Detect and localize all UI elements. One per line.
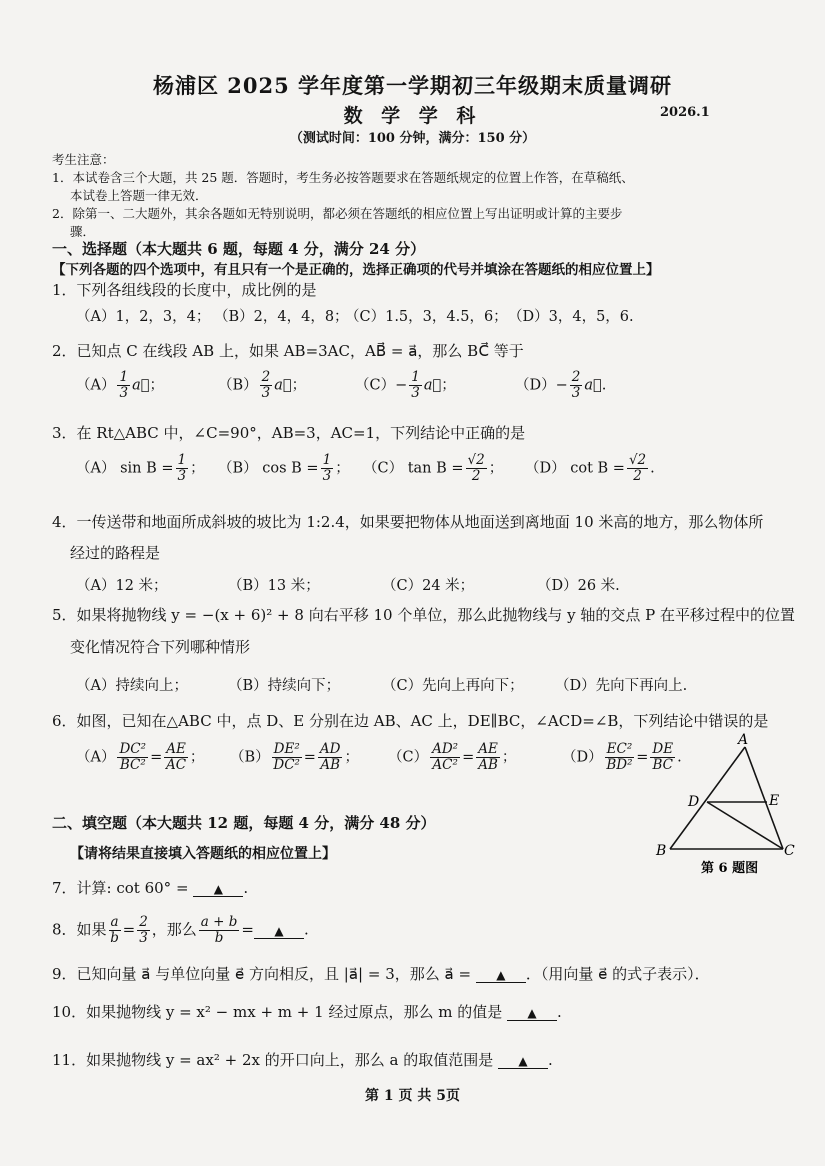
question-2: 2．已知点 C 在线段 AB 上，如果 AB=3AC，AB⃗ = a⃗，那么 BC⃗ 等于 [52, 342, 524, 360]
question-8 [52, 915, 309, 946]
q2-option-b-label: （B） [218, 377, 258, 394]
q3-option-c-label: （C） tan B = [363, 460, 464, 477]
fraction-denominator: 3 [322, 468, 332, 484]
equals-sign: = [636, 749, 649, 766]
separator: ； [501, 749, 517, 766]
fraction-numerator: 2 [139, 914, 148, 930]
q2-option-c-label: （C） [355, 377, 396, 394]
question-9-note: ．（用向量 e⃗ 的式子表示）． [525, 965, 710, 983]
fraction-numerator: AD [319, 741, 341, 757]
label-b: B [656, 843, 667, 859]
section-2-instruction: 【请将结果直接填入答题纸的相应位置上】 [70, 846, 336, 862]
fraction-denominator: b [110, 930, 119, 946]
notice-item-2-cont: 骤． [70, 224, 96, 239]
question-5-cont: 变化情况符合下列哪种情形 [70, 638, 251, 656]
q2-c-fraction [409, 370, 422, 401]
fraction-numerator: DC² [119, 741, 147, 757]
fraction-numerator: 1 [177, 452, 187, 468]
q6-option-b-label: （B） [230, 749, 270, 766]
vector-a: a⃗ [584, 377, 602, 394]
q1-option-c: （C）1.5，3，4.5，6； [345, 309, 508, 325]
notice-item-1: 1．本试卷含三个大题，共 25 题．答题时，考生务必按答题要求在答题纸规定的位置上作答，在草稿纸、 [52, 170, 634, 185]
fraction-numerator: AD² [432, 741, 459, 757]
q6-b-rhs [318, 742, 343, 773]
notice-item-1-cont: 本试卷上答题一律无效． [70, 188, 208, 203]
fraction-numerator: 1 [322, 452, 332, 468]
fraction-numerator: AE [166, 741, 186, 757]
answer-blank: ▲ [193, 882, 243, 897]
q4-option-d: （D）26 米. [537, 578, 620, 594]
fraction-numerator: √2 [628, 452, 647, 468]
question-9-text: 9．已知向量 a⃗ 与单位向量 e⃗ 方向相反，且 |a⃗| = 3，那么 a⃗ = [52, 965, 472, 983]
fraction-denominator: AC [165, 757, 187, 773]
equals-sign: = [122, 920, 136, 939]
q6-option-d-label: （D） [562, 749, 603, 766]
equals-sign: = [241, 920, 254, 939]
section-1-instruction: 【下列各题的四个选项中，有且只有一个是正确的，选择正确项的代号并填涂在答题纸的相应位置上】 [52, 262, 660, 278]
label-e: E [769, 793, 780, 809]
fraction-numerator: 2 [261, 369, 271, 385]
q1-option-a: （A）1，2，3，4； [76, 309, 211, 325]
q3-option-c: （C） tan B = $\frac{√2}{2}$ ； [363, 452, 504, 484]
equals-sign: = [462, 749, 475, 766]
question-11 [52, 1049, 553, 1070]
question-4: 4．一传送带和地面所成斜坡的坡比为 1:2.4，如果要把物体从地面送到离地面 10 米高的地方，那么物体所 [52, 513, 764, 531]
q3-b-fraction [321, 453, 334, 484]
notice-heading: 考生注意： [52, 152, 115, 167]
question-5: 5．如果将抛物线 y = −(x + 6)² + 8 向右平移 10 个单位，那么此抛物线与 y 轴的交点 P 在平移过程中的位置 [52, 606, 795, 624]
q3-option-b: （B） cos B = $\frac{1}{3}$ ； [218, 452, 350, 484]
equals-sign: = [150, 749, 163, 766]
fraction-denominator: 2 [471, 468, 481, 484]
separator: . [243, 879, 249, 897]
q2-b-fraction [260, 370, 273, 401]
q6-c-rhs [476, 742, 500, 773]
separator: . [677, 749, 682, 766]
exam-time: （测试时间：100 分钟，满分：150 分） [289, 131, 536, 146]
q4-option-a: （A）12 米； [76, 578, 168, 594]
label-a: A [738, 732, 749, 748]
label-d: D [688, 794, 700, 810]
question-10 [52, 1001, 562, 1022]
q1-option-d: （D）3，4，5，6. [508, 309, 634, 325]
figure-caption: 第 6 题图 [701, 861, 759, 876]
question-8-text: 8．如果 [52, 920, 107, 939]
vector-a: a⃗ [132, 377, 150, 394]
fraction-denominator: AB [478, 757, 498, 773]
separator: ； [189, 749, 205, 766]
q5-option-c: （C）先向上再向下； [382, 678, 524, 694]
fraction-denominator: BD² [606, 757, 633, 773]
fraction-denominator: 3 [119, 385, 129, 401]
answer-blank: ▲ [476, 968, 526, 983]
fraction-numerator: 1 [119, 369, 129, 385]
answer-blank: ▲ [254, 924, 304, 939]
q6-option-c [388, 742, 516, 773]
fraction-denominator: 3 [139, 930, 148, 946]
q3-option-b-label: （B） cos B = [218, 460, 319, 477]
notice-item-2: 2．除第一、二大题外，其余各题如无特别说明，都必须在答题纸的相应位置上写出证明或计算的主要步 [52, 206, 623, 221]
q6-a-rhs [164, 742, 188, 773]
q5-option-d: （D）先向下再向上. [555, 678, 688, 694]
fraction-denominator: AC² [432, 757, 458, 773]
question-4-cont: 经过的路程是 [70, 544, 161, 562]
fraction-numerator: 1 [411, 369, 420, 385]
fraction-numerator: EC² [606, 741, 633, 757]
fraction-denominator: 3 [411, 385, 420, 401]
q5-option-b: （B）持续向下； [228, 678, 341, 694]
separator: . [548, 1051, 553, 1069]
q3-option-a-label: （A） sin B = [76, 460, 174, 477]
q6-b-lhs [272, 742, 302, 773]
q3-option-d: （D） cot B = $\frac{√2}{2}$ . [525, 452, 655, 484]
q2-d-fraction [570, 370, 583, 401]
fraction-denominator: 3 [177, 468, 187, 484]
fraction-denominator: 2 [633, 468, 642, 484]
q3-a-fraction [176, 453, 189, 484]
edge-ab [670, 747, 745, 849]
q4-option-b: （B）13 米； [228, 578, 320, 594]
q6-option-c-label: （C） [388, 749, 429, 766]
question-3: 3．在 Rt△ABC 中，∠C=90°，AB=3，AC=1，下列结论中正确的是 [52, 424, 526, 442]
question-11-text: 11．如果抛物线 y = ax² + 2x 的开口向上，那么 a 的取值范围是 [52, 1051, 494, 1069]
question-7-text: 7．计算: cot 60° = [52, 879, 189, 897]
q2-a-fraction [117, 370, 130, 401]
triangle-figure [648, 732, 798, 877]
question-8-mid: ，那么 [151, 920, 197, 939]
q5-option-a: （A）持续向上； [76, 678, 188, 694]
question-9 [52, 963, 710, 984]
fraction-denominator: 3 [571, 385, 581, 401]
q8-fraction-a [109, 915, 121, 946]
fraction-denominator: BC [652, 757, 673, 773]
section-1-heading: 一、选择题（本大题共 6 题，每题 4 分，满分 24 分） [52, 240, 426, 258]
subject-title: 数 学 学 科 [343, 105, 482, 127]
q2-option-c: （C）− $\frac{1}{3}$ a⃗； [355, 369, 456, 401]
vector-a: a⃗ [274, 377, 292, 394]
fraction-numerator: √2 [467, 452, 485, 468]
fraction-numerator: AE [478, 741, 498, 757]
fraction-denominator: AB [320, 757, 341, 773]
q6-option-b [230, 742, 359, 773]
separator: . [303, 920, 309, 939]
label-c: C [784, 843, 795, 859]
q6-c-lhs [430, 742, 460, 773]
question-10-text: 10．如果抛物线 y = x² − mx + m + 1 经过原点，那么 m 的值是 [52, 1003, 503, 1021]
q6-d-lhs [605, 742, 635, 773]
q2-option-a-label: （A） [76, 377, 116, 394]
q4-option-c: （C）24 米； [382, 578, 475, 594]
fraction-numerator: DE² [273, 741, 300, 757]
q3-option-a: （A） sin B = $\frac{1}{3}$ ； [76, 452, 205, 484]
fraction-numerator: a [110, 914, 119, 930]
fraction-numerator: 2 [571, 369, 581, 385]
equals-sign: = [303, 749, 316, 766]
question-6: 6．如图，已知在△ABC 中，点 D、E 分别在边 AB、AC 上，DE∥BC，∠ACD=∠B，下列结论中错误的是 [52, 712, 769, 730]
question-7 [52, 877, 248, 898]
fraction-numerator: a + b [200, 914, 238, 930]
answer-blank: ▲ [507, 1006, 557, 1021]
q6-a-lhs [117, 742, 148, 773]
segment-dc [707, 802, 783, 849]
q2-option-a: （A） $\frac{1}{3}$ a⃗； [76, 369, 164, 401]
separator: . [556, 1003, 562, 1021]
answer-blank: ▲ [498, 1054, 548, 1069]
q8-fraction-b [137, 915, 150, 946]
vector-a: a⃗ [423, 377, 442, 394]
q2-option-b: （B） $\frac{2}{3}$ a⃗； [218, 369, 307, 401]
fraction-denominator: b [214, 930, 224, 946]
fraction-denominator: DC² [273, 757, 300, 773]
fraction-denominator: BC² [119, 757, 146, 773]
separator: ； [344, 749, 359, 766]
q2-option-d-label: （D） [515, 377, 556, 394]
q8-fraction-c [199, 915, 240, 946]
fraction-numerator: DE [652, 741, 674, 757]
fraction-denominator: 3 [261, 385, 271, 401]
q3-option-d-label: （D） cot B = [525, 460, 625, 477]
page-footer: 第 1 页 共 5页 [365, 1088, 460, 1104]
q1-option-b: （B）2，4，4，8； [214, 309, 349, 325]
q6-option-a [76, 742, 204, 773]
exam-date: 2026.1 [660, 105, 710, 120]
q2-option-d: （D）− $\frac{2}{3}$ a⃗. [515, 369, 607, 401]
exam-title: 杨浦区 2025 学年度第一学期初三年级期末质量调研 [152, 73, 673, 98]
question-1: 1．下列各组线段的长度中，成比例的是 [52, 281, 317, 299]
q6-option-a-label: （A） [76, 749, 116, 766]
section-2-heading: 二、填空题（本大题共 12 题，每题 4 分，满分 48 分） [52, 814, 436, 832]
q3-c-fraction [466, 453, 487, 484]
q3-d-fraction [627, 453, 648, 484]
